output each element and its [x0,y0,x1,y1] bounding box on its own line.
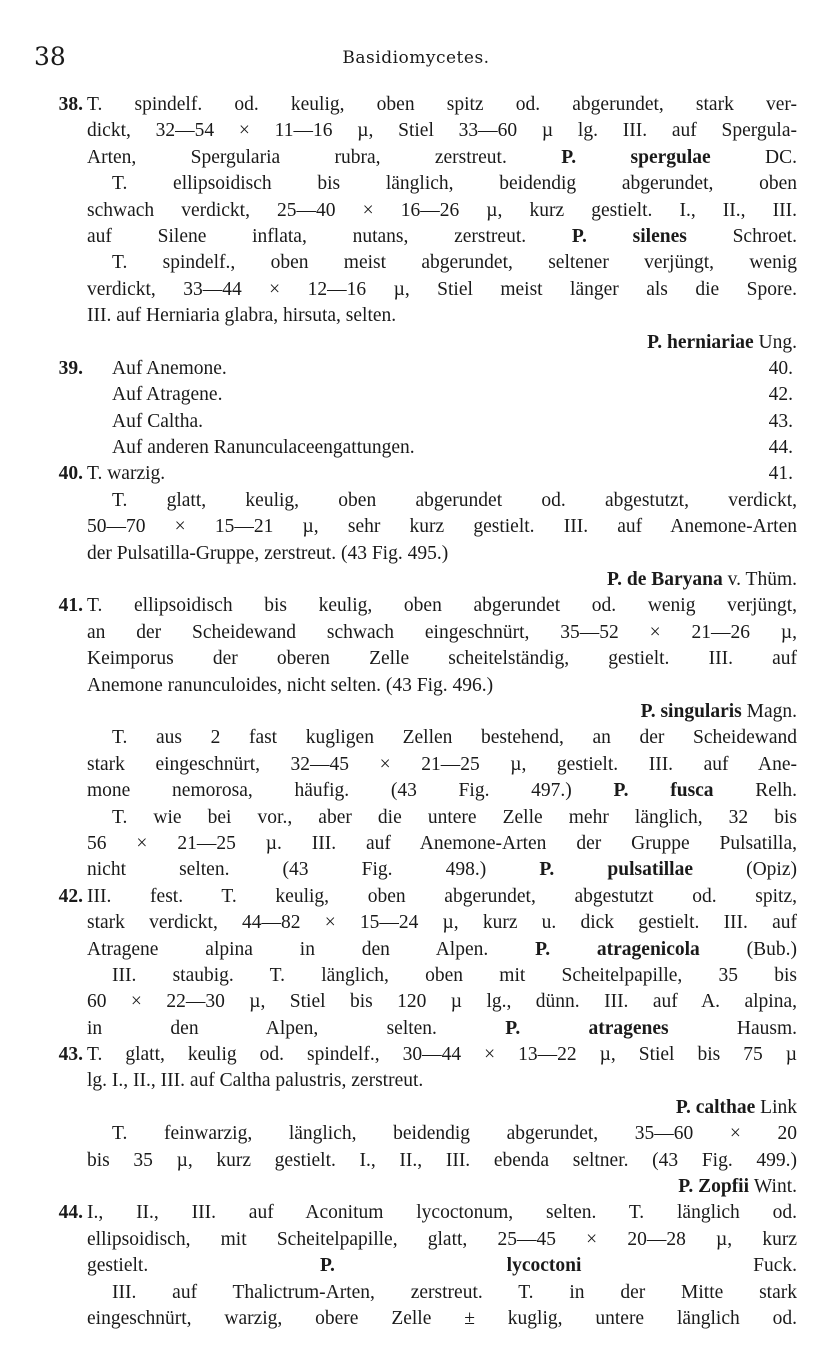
line-body: III. auf Herniaria glabra, hirsuta, selten. [87,305,397,327]
line-text [87,118,797,144]
line-body: Keimporus der oberen Zelle scheitelständig, gestielt. III. auf [87,648,797,670]
text-line [37,435,797,461]
line-text [87,857,797,883]
line-text [112,805,797,831]
key-reference: 41. [768,463,793,485]
species-author: Fuck. [753,1255,798,1277]
entry-number: 44. [58,1202,83,1224]
text-line [37,488,797,514]
species-name: P. pulsatillae [539,859,693,881]
line-text [87,277,797,303]
line-body: bis 35 µ, kurz gestielt. I., II., III. ebenda seltner. (43 Fig. 499.) [87,1149,797,1171]
page-number: 38 [34,42,66,71]
text-line [37,937,797,963]
species-name: P. singularis [640,700,742,722]
text-line [37,963,797,989]
species-author: (Bub.) [746,938,798,960]
entry-number: 38. [58,94,83,115]
line-text [87,330,797,356]
line-body: schwach verdickt, 25—40 × 16—26 µ, kurz gestielt. I., II., III. [87,199,797,221]
line-body: III. fest. T. keulig, oben abgerundet, abgestutzt od. spitz, [87,885,797,907]
text-line [37,1253,797,1279]
species-author: v. Thüm. [727,569,797,591]
species-author: Ung. [758,331,797,353]
text-line [37,461,797,487]
key-text [112,382,797,408]
key-reference: 40. [768,357,793,379]
page-header [34,42,798,78]
entry-number: 42. [58,885,83,907]
text-line [37,1121,797,1147]
line-text [87,1095,797,1121]
text-line [37,303,797,329]
text-line [37,725,797,751]
species-name: P. lycoctoni [319,1255,582,1277]
entry-number: 43. [58,1044,83,1066]
line-text [87,567,797,593]
species-name: P. fusca [613,780,714,802]
line-text [87,593,797,619]
line-body: gestielt. [87,1255,149,1277]
text-line [37,1016,797,1042]
line-body: 56 × 21—25 µ. III. auf Anemone-Arten der Gruppe Pulsatilla, [87,832,797,854]
line-body: III. auf Thalictrum-Arten, zerstreut. T. in der Mitte stark [112,1281,797,1303]
text-line [37,224,797,250]
document-body [37,92,797,1332]
line-text [87,620,797,646]
species-name: P. silenes [571,225,687,247]
line-body: T. ellipsoidisch bis länglich, beidendig abgerundet, oben [112,173,797,195]
text-line [37,989,797,1015]
line-body: T. aus 2 fast kugligen Zellen bestehend, an der Scheidewand [112,727,797,749]
line-body: 50—70 × 15—21 µ, sehr kurz gestielt. III. auf Anemone-Arten [87,516,797,538]
text-line [37,1148,797,1174]
text-line [37,1306,797,1332]
species-author: DC. [765,146,797,168]
line-text [112,488,797,514]
line-text [87,1016,797,1042]
line-text [87,699,797,725]
line-text [87,1200,797,1226]
key-label: Auf Atragene. [112,384,223,406]
line-body: stark verdickt, 44—82 × 15—24 µ, kurz u. dick gestielt. III. auf [87,912,797,934]
text-line [37,198,797,224]
text-line [37,857,797,883]
species-author: Hausm. [736,1017,797,1039]
species-name: P. herniariae [647,331,754,353]
line-body: T. wie bei vor., aber die untere Zelle mehr länglich, 32 bis [112,806,797,828]
species-name: P. Zopfii [678,1176,750,1198]
key-label: Auf anderen Ranunculaceengattungen. [112,437,415,459]
line-body: III. staubig. T. länglich, oben mit Scheitelpapille, 35 bis [112,964,797,986]
species-name: P. de Baryana [607,569,723,591]
text-line [37,831,797,857]
line-text [87,646,797,672]
text-line [37,541,797,567]
text-line [37,805,797,831]
line-text [112,171,797,197]
text-line [37,118,797,144]
line-body: an der Scheidewand schwach eingeschnürt, 35—52 × 21—26 µ, [87,621,797,643]
line-text [87,1148,797,1174]
species-author: Link [760,1096,797,1118]
line-body: verdickt, 33—44 × 12—16 µ, Stiel meist länger als die Spore. [87,278,797,300]
line-text [87,752,797,778]
species-author: Wint. [753,1176,797,1198]
text-line [37,1200,797,1226]
key-text [112,356,797,382]
key-text [112,435,797,461]
text-line [37,514,797,540]
line-body: T. ellipsoidisch bis keulig, oben abgerundet od. wenig verjüngt, [87,595,797,617]
text-line [37,330,797,356]
text-line [37,1174,797,1200]
line-body: ellipsoidisch, mit Scheitelpapille, glatt, 25—45 × 20—28 µ, kurz [87,1228,797,1250]
text-line [37,884,797,910]
line-text [87,541,797,567]
text-line [37,145,797,171]
line-text [87,1253,797,1279]
line-body: eingeschnürt, warzig, obere Zelle ± kuglig, untere länglich od. [87,1307,797,1329]
key-reference: 42. [768,384,793,406]
line-text [87,937,797,963]
line-text [87,514,797,540]
key-label: Auf Anemone. [112,357,227,379]
line-body: I., II., III. auf Aconitum lycoctonum, selten. T. länglich od. [87,1202,797,1224]
line-text [87,1042,797,1068]
text-line [37,409,797,435]
line-text [87,989,797,1015]
line-text [112,250,797,276]
line-text [87,1068,797,1094]
line-text [87,831,797,857]
text-line [37,1095,797,1121]
line-text [112,1280,797,1306]
line-body: der Pulsatilla-Gruppe, zerstreut. (43 Fig. 495.) [87,542,449,564]
text-line [37,250,797,276]
text-line [37,778,797,804]
text-line [37,277,797,303]
species-name: P. atragenes [505,1017,669,1039]
line-body: Anemone ranunculoides, nicht selten. (43 Fig. 496.) [87,674,494,696]
line-body: stark eingeschnürt, 32—45 × 21—25 µ, gestielt. III. auf Ane- [87,753,797,775]
line-body: T. feinwarzig, länglich, beidendig abgerundet, 35—60 × 20 [112,1123,797,1145]
text-line [37,752,797,778]
text-line [37,646,797,672]
text-line [37,567,797,593]
line-text [87,1174,797,1200]
line-text [112,963,797,989]
line-body: auf Silene inflata, nutans, zerstreut. [87,225,527,247]
line-text [112,1121,797,1147]
key-label: Auf Caltha. [112,410,203,432]
text-line [37,910,797,936]
text-line [37,1068,797,1094]
entry-number: 39. [58,357,83,379]
text-line [37,1227,797,1253]
running-title: Basidiomycetes. [342,48,490,68]
line-body: mone nemorosa, häufig. (43 Fig. 497.) [87,780,572,802]
line-text [87,92,797,118]
species-name: P. atragenicola [535,938,700,960]
line-body: 60 × 22—30 µ, Stiel bis 120 µ lg., dünn. III. auf A. alpina, [87,991,797,1013]
text-line [37,673,797,699]
text-line [37,1042,797,1068]
line-body: in den Alpen, selten. [87,1017,437,1039]
text-line [37,382,797,408]
species-author: Relh. [755,780,797,802]
line-body: lg. I., II., III. auf Caltha palustris, zerstreut. [87,1070,424,1092]
entry-number: 41. [58,595,83,617]
line-text [87,673,797,699]
line-text [87,1227,797,1253]
species-name: P. calthae [675,1096,756,1118]
line-body: T. spindelf., oben meist abgerundet, seltener verjüngt, wenig [112,252,797,274]
text-line [37,593,797,619]
species-author: (Opiz) [746,859,797,881]
line-text [87,910,797,936]
key-reference: 43. [768,410,793,432]
line-text [87,303,797,329]
text-line [37,171,797,197]
line-text [87,1306,797,1332]
line-body: nicht selten. (43 Fig. 498.) [87,859,487,881]
key-reference: 44. [768,437,793,459]
line-body: T. glatt, keulig, oben abgerundet od. abgestutzt, verdickt, [112,489,797,511]
line-body: dickt, 32—54 × 11—16 µ, Stiel 33—60 µ lg. III. auf Spergula- [87,120,797,142]
line-text [87,198,797,224]
line-text [87,224,797,250]
species-author: Magn. [746,700,797,722]
line-text [87,145,797,171]
line-text [87,778,797,804]
key-label: T. warzig. [87,463,166,485]
key-text [112,409,797,435]
species-name: P. spergulae [561,146,711,168]
key-text [87,461,797,487]
line-body: T. spindelf. od. keulig, oben spitz od. abgerundet, stark ver- [87,94,797,115]
text-line [37,699,797,725]
text-line [37,92,797,118]
line-text [87,884,797,910]
text-line [37,356,797,382]
text-line [37,620,797,646]
line-body: T. glatt, keulig od. spindelf., 30—44 × 13—22 µ, Stiel bis 75 µ [87,1044,797,1066]
line-body: Arten, Spergularia rubra, zerstreut. [87,146,507,168]
entry-number: 40. [58,463,83,485]
species-author: Schroet. [732,225,798,247]
text-line [37,1280,797,1306]
line-body: Atragene alpina in den Alpen. [87,938,489,960]
line-text [112,725,797,751]
